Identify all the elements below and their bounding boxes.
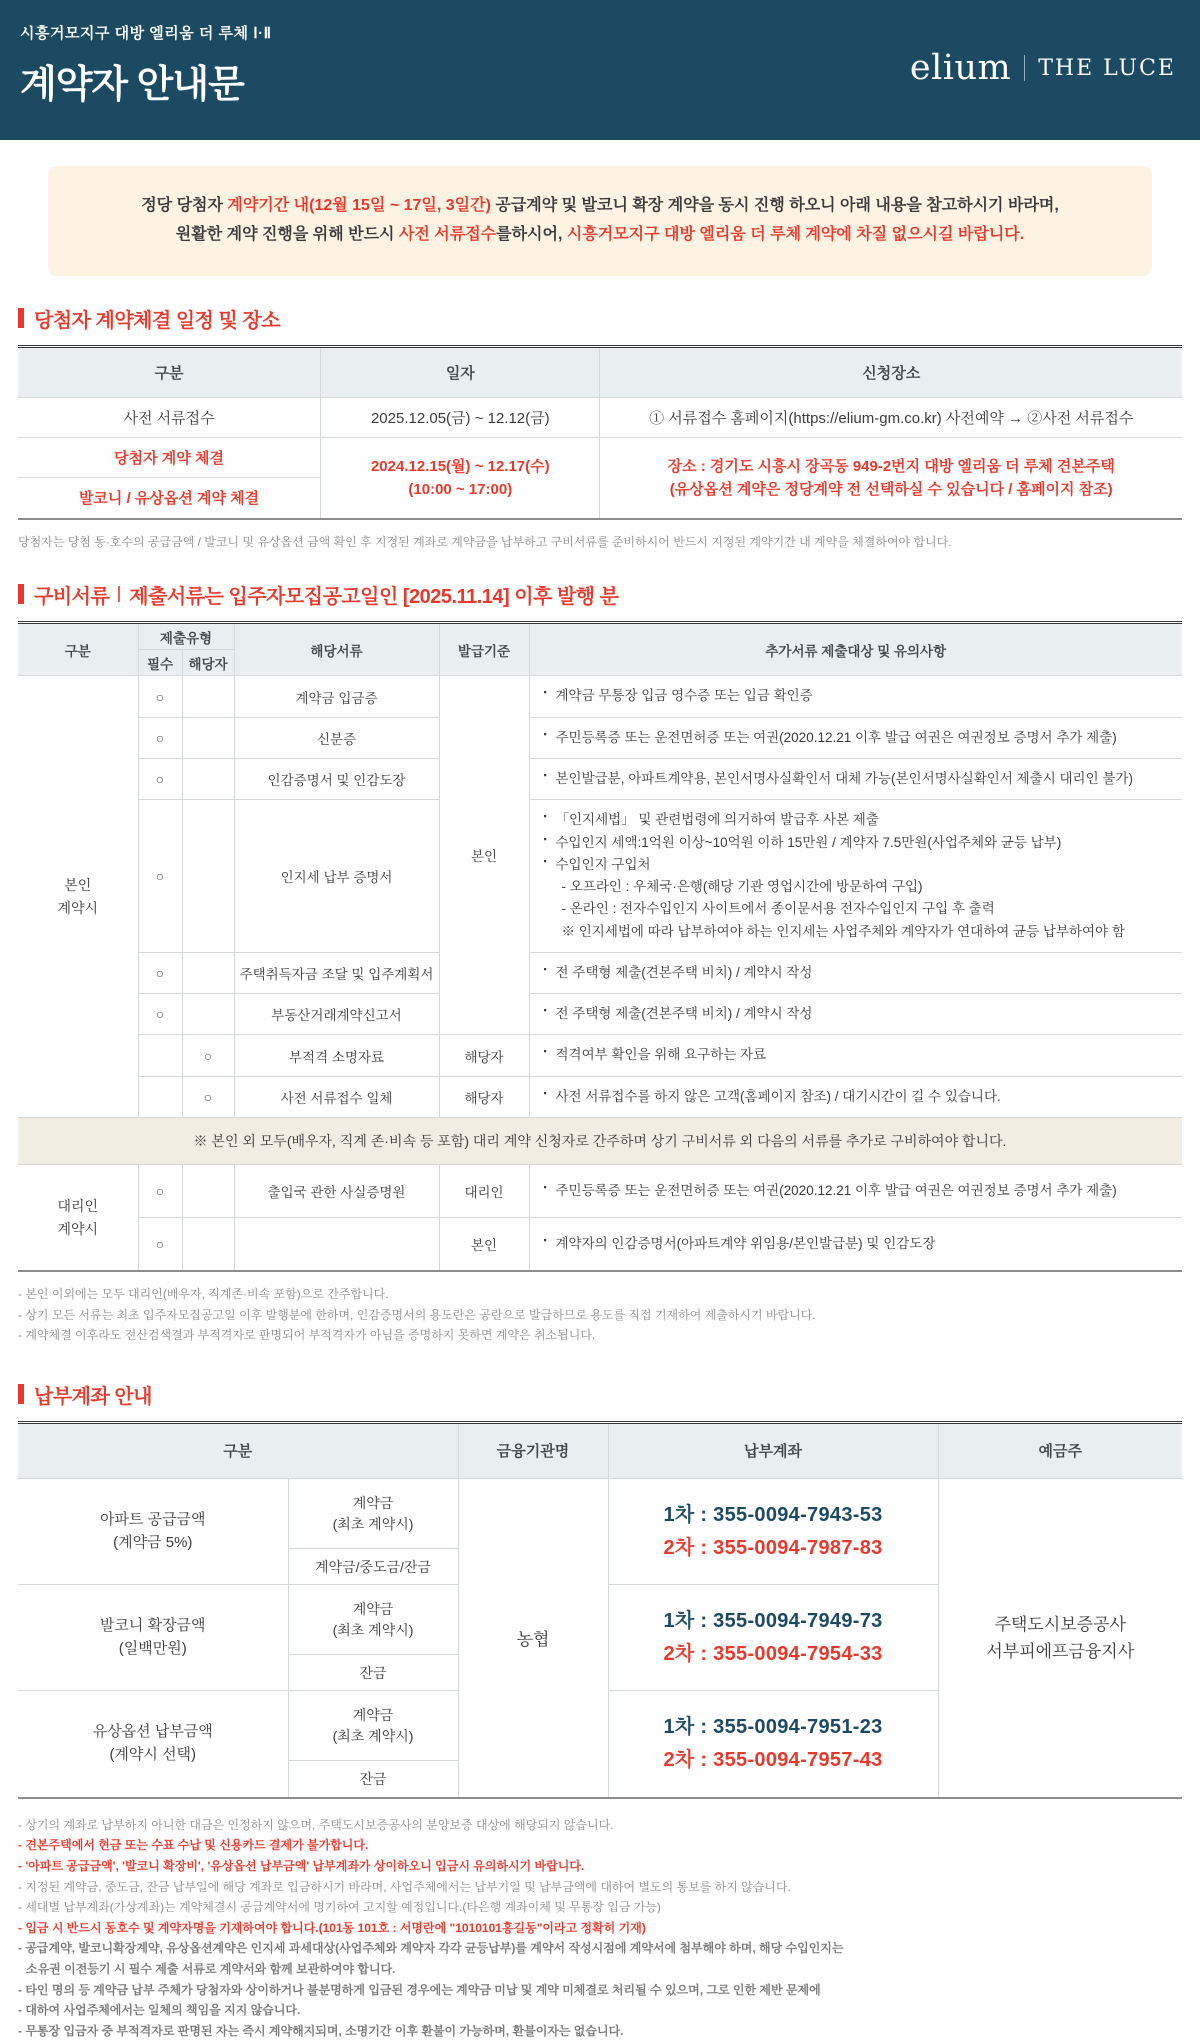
documents-footnotes (18, 1284, 1182, 1345)
section-documents-title: 구비서류 제출서류는 입주자모집공고일인 [2025.11.14] 이후 발행 분 (18, 580, 1200, 609)
table-row (18, 1164, 1182, 1217)
doc-note: ▪ 계약자의 인감증명서(아파트계약 위임용/본인발급분) 및 인감도장 (529, 1218, 1182, 1271)
required-mark: ○ (138, 952, 182, 993)
required-mark: ○ (138, 676, 182, 717)
row-date: 2025.12.05(금) ~ 12.12(금) (321, 398, 600, 438)
footnote-line: - '아파트 공급금액', '발코니 확장비', '유상옵션 납부금액' 납부계좌가 상이하오니 입금시 유의하시기 바랍니다. (18, 1858, 585, 1873)
table-row (18, 759, 1182, 800)
payment-group-label: 아파트 공급금액 (계약금 5%) (18, 1479, 288, 1585)
footnote-line: - 입금 시 반드시 동호수 및 계약자명을 기재하여야 합니다.(101동 101호 : 서명란에 "1010101홍길동"이라고 정확히 기재) (18, 1920, 646, 1935)
payment-sub-label: 계약금 (최초 계약시) (288, 1585, 458, 1655)
contract-date-cell: 2024.12.15(월) ~ 12.17(수) (10:00 ~ 17:00) (321, 438, 600, 518)
account-numbers (608, 1479, 938, 1585)
account-number-primary: 1차 : 355-0094-7949-73 (663, 1609, 883, 1632)
payment-group-label: 유상옵션 납부금액 (계약시 선택) (18, 1691, 288, 1797)
section-marker (18, 308, 24, 328)
logo-elium: elium (909, 48, 1012, 88)
section-marker (18, 584, 24, 604)
logo-divider (1024, 55, 1025, 81)
col-doc: 해당서류 (234, 624, 439, 676)
section-marker (18, 1384, 24, 1404)
footnote-line: - 타인 명의 등 계약금 납부 주체가 당첨자와 상이하거나 불분명하게 입금된 경우에는 계약금 미납 및 계약 미체결로 처리될 수 있으며, 그로 인한 제반 문제에 (18, 1982, 821, 1997)
required-mark: ○ (138, 759, 182, 800)
col-type: 제출유형 (138, 624, 234, 650)
table-header-row (18, 624, 1182, 650)
payment-table-wrap (18, 1421, 1182, 1799)
doc-name: 부동산거래계약신고서 (234, 994, 439, 1035)
table-row (18, 1076, 1182, 1117)
doc-note-stamp-tax: ▪ 「인지세법」 및 관련법령에 의거하여 발급후 사본 제출 ▪ 수입인지 세액:1억원 이상~10억원 이하 15만원 / 계약자 7.5만원(사업주체와 균등 납부) ▪ 수입인지 구입처 - 오프라인 : 우체국·은행(해당 기관 영업시간에 방문하여 구입) - 온라인 : 전자수입인지 사이트에서 종이문서용 전자수입인지 구입 후 출력 ※ 인지세법에 따라 납부하여야 하는 인지세는 사업주체와 계약자가 연대하여 균등 납부하여야 함 (529, 800, 1182, 953)
schedule-table-wrap (18, 345, 1182, 520)
doc-note: ▪ 사전 서류접수를 하지 않은 고객(홈페이지 참조) / 대기시간이 길 수 있습니다. (529, 1076, 1182, 1117)
account-numbers (608, 1691, 938, 1797)
table-row (18, 994, 1182, 1035)
title-divider (118, 586, 120, 602)
payment-sub-label: 잔금 (288, 1761, 458, 1797)
required-mark (138, 1076, 182, 1117)
payment-group-label: 발코니 확장금액 (일백만원) (18, 1585, 288, 1691)
col-account: 납부계좌 (608, 1424, 938, 1479)
account-numbers (608, 1585, 938, 1691)
payment-footnotes (18, 1815, 1182, 2042)
col-basis: 발급기준 (439, 624, 529, 676)
footnote-line: - 상기 모든 서류는 최초 입주자모집공고일 이후 발행분에 한하며, 인감증명서의 용도란은 공란으로 발급하므로 용도를 직접 기재하여 제출하시기 바랍니다. (18, 1307, 816, 1322)
applicable-mark (182, 676, 234, 717)
section-schedule-title: 당첨자 계약체결 일정 및 장소 (18, 304, 1200, 333)
col-notes: 추가서류 제출대상 및 유의사항 (529, 624, 1182, 676)
doc-name: 인감증명서 및 인감도장 (234, 759, 439, 800)
col-bank: 금융기관명 (458, 1424, 608, 1479)
deposit-holder: 주택도시보증공사 서부피에프금융지사 (938, 1479, 1182, 1797)
row-label: 발코니 / 유상옵션 계약 체결 (18, 478, 321, 518)
table-row (18, 952, 1182, 993)
schedule-table (18, 348, 1182, 518)
table-row (18, 676, 1182, 717)
payment-sub-label: 계약금 (최초 계약시) (288, 1479, 458, 1549)
applicable-mark (182, 1164, 234, 1217)
applicable-mark (182, 759, 234, 800)
documents-table (18, 624, 1182, 1270)
table-header-row (18, 1424, 1182, 1479)
group-self-label: 본인 계약시 (18, 676, 138, 1117)
notice-line-1: 정당 당첨자 계약기간 내(12월 15일 ~ 17일, 3일간) 공급계약 및 발코니 확장 계약을 동시 진행 하오니 아래 내용을 참고하시기 바라며, (141, 197, 1059, 214)
basis-self: 본인 (439, 676, 529, 1035)
doc-note: ▪ 전 주택형 제출(견본주택 비치) / 계약시 작성 (529, 952, 1182, 993)
table-row (18, 1035, 1182, 1076)
doc-name: 계약금 입금증 (234, 676, 439, 717)
footnote-line: - 상기의 계좌로 납부하지 아니한 대금은 인정하지 않으며, 주택도시보증공사의 분양보증 대상에 해당되지 않습니다. (18, 1817, 614, 1832)
project-name: 시흥거모지구 대방 엘리움 더 루체 Ⅰ·Ⅱ (20, 25, 272, 42)
footnote-line: - 지정된 계약금, 중도금, 잔금 납부일에 해당 계좌로 입금하시기 바라며, 사업주체에서는 납부기일 및 납부금액에 대하여 별도의 통보를 하지 않습니다. (18, 1879, 791, 1894)
footnote-line: - 본인 이외에는 모두 대리인(배우자, 직계존·비속 포함)으로 간주합니다. (18, 1287, 389, 1302)
footnote-line: - 견본주택에서 현금 또는 수표 수납 및 신용카드 결제가 불가합니다. (18, 1838, 369, 1853)
col-holder: 예금주 (938, 1424, 1182, 1479)
row-place: ① 서류접수 홈페이지(https://elium-gm.co.kr) 사전예약 → ②사전 서류접수 (600, 398, 1182, 438)
col-gubun: 구분 (18, 348, 321, 398)
col-gubun: 구분 (18, 1424, 458, 1479)
proxy-highlight-note: ※ 본인 외 모두(배우자, 직계 존·비속 등 포함) 대리 계약 신청자로 간주하며 상기 구비서류 외 다음의 서류를 추가로 구비하여야 합니다. (18, 1117, 1182, 1164)
documents-table-wrap (18, 621, 1182, 1272)
table-row (18, 398, 1182, 438)
row-label: 당첨자 계약 체결 (18, 438, 321, 478)
col-place: 신청장소 (600, 348, 1182, 398)
basis-self: 본인 (439, 1218, 529, 1271)
row-label: 사전 서류접수 (18, 398, 321, 438)
account-number-primary: 1차 : 355-0094-7943-53 (663, 1503, 883, 1526)
payment-sub-label: 계약금 (최초 계약시) (288, 1691, 458, 1761)
footnote-line: 소유권 이전등기 시 필수 제출 서류로 계약서와 함께 보관하여야 합니다. (26, 1962, 396, 1977)
required-mark: ○ (138, 1164, 182, 1217)
brand-logo (910, 48, 1176, 88)
app-header (0, 0, 1200, 140)
col-required: 필수 (138, 650, 182, 676)
required-mark (138, 1035, 182, 1076)
footnote-line: - 계약체결 이후라도 전산검색결과 부적격자로 판명되어 부적격자가 아님을 증명하지 못하면 계약은 취소됩니다. (18, 1328, 596, 1343)
footnote-line: - 공급계약, 발코니확장계약, 유상옵션계약은 인지세 과세대상(사업주체와 계약자 각각 균등납부)를 계약서 작성시점에 계약서에 첨부해야 하며, 해당 수입인지는 (18, 1941, 844, 1956)
applicable-mark (182, 952, 234, 993)
logo-the-luce: THE LUCE (1038, 55, 1176, 81)
table-row (18, 1117, 1182, 1164)
table-row (18, 1479, 1182, 1549)
required-mark: ○ (138, 800, 182, 953)
footnote-line: - 세대별 납부계좌(가상계좌)는 계약체결시 공급계약서에 명기하여 고지할 예정입니다.(타은행 계좌이체 및 무통장 입금 가능) (18, 1900, 661, 1915)
payment-table (18, 1424, 1182, 1797)
footnote-line: - 대하여 사업주체에서는 일체의 책임을 지지 않습니다. (18, 2003, 301, 2018)
bank-name: 농협 (458, 1479, 608, 1797)
doc-name: 신분증 (234, 717, 439, 758)
doc-note: ▪ 전 주택형 제출(견본주택 비치) / 계약시 작성 (529, 994, 1182, 1035)
table-row (18, 1218, 1182, 1271)
payment-sub-label: 잔금 (288, 1655, 458, 1691)
table-row (18, 800, 1182, 953)
doc-note: ▪ 주민등록증 또는 운전면허증 또는 여권(2020.12.21 이후 발급 여권은 여권정보 증명서 추가 제출) (529, 1164, 1182, 1217)
account-number-primary: 1차 : 355-0094-7951-23 (663, 1715, 883, 1738)
applicable-mark (182, 717, 234, 758)
notice-banner (48, 166, 1152, 276)
table-header-row (18, 348, 1182, 398)
applicable-mark (182, 800, 234, 953)
doc-name: 부적격 소명자료 (234, 1035, 439, 1076)
payment-sub-label: 계약금/중도금/잔금 (288, 1549, 458, 1585)
account-number-secondary: 2차 : 355-0094-7954-33 (663, 1642, 883, 1665)
required-mark: ○ (138, 1218, 182, 1271)
doc-note: ▪ 주민등록증 또는 운전면허증 또는 여권(2020.12.21 이후 발급 여권은 여권정보 증명서 추가 제출) (529, 717, 1182, 758)
doc-name: 인지세 납부 증명서 (234, 800, 439, 953)
applicable-mark (182, 994, 234, 1035)
section-payment-title: 납부계좌 안내 (18, 1380, 1200, 1409)
col-date: 일자 (321, 348, 600, 398)
page-title: 계약자 안내문 (20, 64, 244, 106)
basis-agent: 대리인 (439, 1164, 529, 1217)
contract-place-cell: 장소 : 경기도 시흥시 장곡동 949-2번지 대방 엘리움 더 루체 견본주택 (유상옵션 계약은 정당계약 전 선택하실 수 있습니다 / 홈페이지 참조) (600, 438, 1182, 518)
doc-name: 주택취득자금 조달 및 입주계획서 (234, 952, 439, 993)
doc-note: ▪ 계약금 무통장 입금 영수증 또는 입금 확인증 (529, 676, 1182, 717)
required-mark: ○ (138, 717, 182, 758)
doc-name: 출입국 관한 사실증명원 (234, 1164, 439, 1217)
doc-note: ▪ 본인발급분, 아파트계약용, 본인서명사실확인서 대체 가능(본인서명사실확인서 제출시 대리인 불가) (529, 759, 1182, 800)
account-number-secondary: 2차 : 355-0094-7987-83 (663, 1536, 883, 1559)
account-number-secondary: 2차 : 355-0094-7957-43 (663, 1748, 883, 1771)
col-gubun: 구분 (18, 624, 138, 676)
table-row (18, 438, 1182, 478)
footnote-line: - 무통장 입금자 중 부적격자로 판명된 자는 즉시 계약해지되며, 소명기간 이후 환불이 가능하며, 환불이자는 없습니다. (18, 2023, 624, 2038)
group-agent-label: 대리인 계약시 (18, 1164, 138, 1270)
table-row (18, 717, 1182, 758)
applicable-mark: ○ (182, 1076, 234, 1117)
doc-name (234, 1218, 439, 1271)
doc-name: 사전 서류접수 일체 (234, 1076, 439, 1117)
notice-line-2: 원활한 계약 진행을 위해 반드시 사전 서류접수를하시어, 시흥거모지구 대방 엘리움 더 루체 계약에 차질 없으시길 바랍니다. (175, 225, 1025, 243)
schedule-footnote: 당첨자는 당첨 동·호수의 공급금액 / 발코니 및 유상옵션 금액 확인 후 지정된 계좌로 계약금을 납부하고 구비서류를 준비하시어 반드시 지정된 계약기간 내 계약을 체결하여야 합니다. (18, 534, 952, 549)
applicable-mark: ○ (182, 1035, 234, 1076)
doc-note: ▪ 적격여부 확인을 위해 요구하는 자료 (529, 1035, 1182, 1076)
basis-applicable: 해당자 (439, 1076, 529, 1117)
basis-applicable: 해당자 (439, 1035, 529, 1076)
required-mark: ○ (138, 994, 182, 1035)
col-applicable: 해당자 (182, 650, 234, 676)
applicable-mark (182, 1218, 234, 1271)
